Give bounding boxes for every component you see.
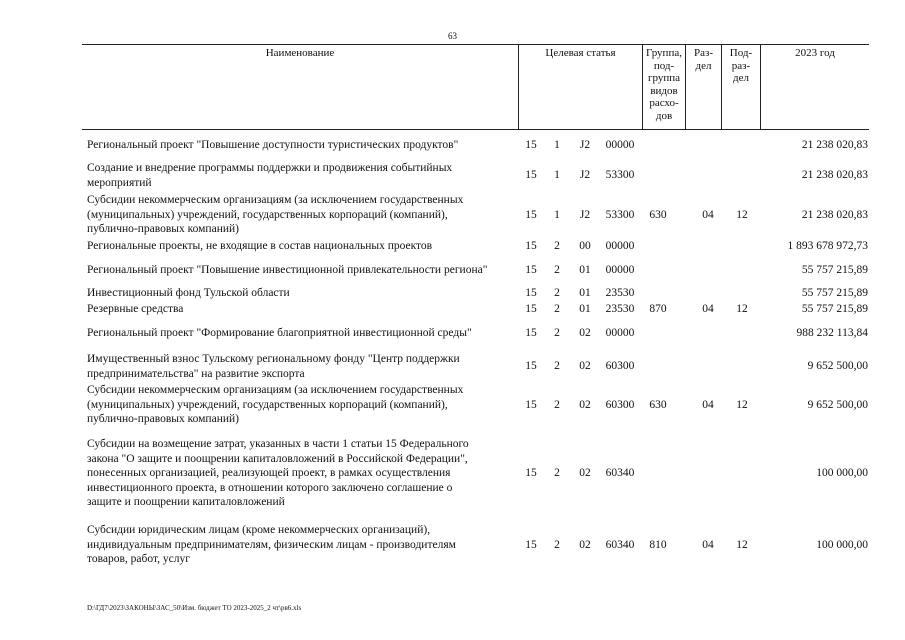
cell-direction: 53300: [605, 168, 635, 181]
cell-program: 15: [525, 538, 537, 551]
cell-subprogram: 2: [554, 327, 560, 340]
cell-direction: 23530: [605, 303, 635, 316]
cell-subsection: 12: [736, 303, 748, 316]
cell-amount: 988 232 113,84: [796, 327, 868, 340]
cell-subprogram: 2: [554, 467, 560, 480]
cell-subprogram: 1: [554, 168, 560, 181]
row-name: Субсидии юридическим лицам (кроме некоммерческих организаций), индивидуальным предпринимателям, физическим лицам - производителям товаров, работ, услуг: [87, 524, 456, 565]
cell-group: [640, 351, 676, 381]
row-name: Региональный проект "Повышение инвестиционной привлекательности региона": [87, 264, 488, 276]
cell-project: 01: [579, 303, 591, 316]
cell-group: [640, 325, 676, 342]
cell-project: J2: [579, 139, 591, 152]
cell-subprogram: 1: [554, 139, 560, 152]
cell-direction: 00000: [605, 240, 635, 253]
cell-section: [690, 262, 726, 279]
cell-project: J2: [579, 208, 591, 221]
cell-subsection: 12: [736, 208, 748, 221]
cell-group: [640, 137, 676, 154]
row-name: Создание и внедрение программы поддержки и продвижения событийных мероприятий: [87, 162, 453, 189]
cell-project: 02: [579, 467, 591, 480]
cell-amount: 100 000,00: [816, 467, 868, 480]
cell-subprogram: 2: [554, 240, 560, 253]
cell-subprogram: 1: [554, 208, 560, 221]
table-row: [0, 302, 905, 317]
cell-project: J2: [579, 168, 591, 181]
row-name: Региональный проект "Формирование благоприятной инвестиционной среды": [87, 327, 472, 339]
cell-project: 00: [579, 240, 591, 253]
cell-program: 15: [525, 398, 537, 411]
cell-amount: 9 652 500,00: [807, 359, 868, 372]
cell-section: 04: [702, 538, 714, 551]
cell-subsection: [724, 286, 760, 301]
cell-subsection: [724, 325, 760, 342]
cell-program: 15: [525, 139, 537, 152]
cell-subsection: [724, 160, 760, 190]
cell-direction: 23530: [605, 287, 635, 300]
cell-section: 04: [702, 208, 714, 221]
cell-group: [640, 436, 676, 511]
row-name: Региональные проекты, не входящие в состав национальных проектов: [87, 240, 433, 252]
cell-group: 870: [649, 303, 667, 316]
cell-section: [690, 351, 726, 381]
table-row: [0, 325, 905, 342]
cell-group: [640, 286, 676, 301]
cell-section: [690, 137, 726, 154]
cell-section: 04: [702, 303, 714, 316]
row-name: Субсидии некоммерческим организациям (за исключением государственных (муниципальных) учреждений, государственных корпораций (компаний), публично-правовых компаний): [87, 194, 464, 235]
cell-program: 15: [525, 303, 537, 316]
cell-subprogram: 2: [554, 303, 560, 316]
cell-section: 04: [702, 398, 714, 411]
table-row: [0, 351, 905, 381]
cell-project: 02: [579, 398, 591, 411]
cell-group: [640, 238, 676, 255]
cell-section: [690, 160, 726, 190]
cell-direction: 60300: [605, 398, 635, 411]
table-row: [0, 160, 905, 190]
cell-program: 15: [525, 359, 537, 372]
cell-project: 02: [579, 359, 591, 372]
cell-direction: 53300: [605, 208, 635, 221]
cell-group: 810: [649, 538, 667, 551]
cell-section: [690, 325, 726, 342]
table-header: [82, 44, 869, 130]
cell-amount: 21 238 020,83: [801, 168, 868, 181]
cell-project: 01: [579, 264, 591, 277]
cell-program: 15: [525, 168, 537, 181]
row-name: Резервные средства: [87, 303, 184, 315]
cell-subprogram: 2: [554, 264, 560, 277]
table-row: [0, 286, 905, 301]
table-row: [0, 193, 905, 237]
cell-subsection: 12: [736, 398, 748, 411]
header-section: Раз- дел: [685, 45, 721, 129]
cell-project: 01: [579, 287, 591, 300]
cell-amount: 21 238 020,83: [801, 139, 868, 152]
cell-group: [640, 262, 676, 279]
cell-amount: 9 652 500,00: [807, 398, 868, 411]
page-number: 63: [448, 31, 457, 41]
cell-direction: 60300: [605, 359, 635, 372]
cell-subsection: [724, 436, 760, 511]
cell-subprogram: 2: [554, 287, 560, 300]
cell-group: [640, 160, 676, 190]
header-name: Наименование: [265, 47, 335, 59]
header-year: 2023 год: [760, 45, 869, 129]
table-row: [0, 436, 905, 511]
header-target-article: Целевая статья: [518, 45, 642, 129]
cell-section: [690, 286, 726, 301]
row-name: Субсидии некоммерческим организациям (за исключением государственных (муниципальных) учреждений, государственных корпораций (компаний), публично-правовых компаний): [87, 384, 464, 425]
cell-subsection: [724, 351, 760, 381]
cell-group: 630: [649, 208, 667, 221]
table-row: [0, 262, 905, 279]
cell-group: 630: [649, 398, 667, 411]
cell-amount: 55 757 215,89: [801, 287, 868, 300]
cell-subprogram: 2: [554, 538, 560, 551]
row-name: Имущественный взнос Тульскому региональному фонду "Центр поддержки предпринимательства" на развитие экспорта: [87, 353, 460, 380]
cell-subprogram: 2: [554, 398, 560, 411]
cell-section: [690, 238, 726, 255]
table-row: [0, 137, 905, 154]
cell-project: 02: [579, 538, 591, 551]
table-row: [0, 383, 905, 427]
cell-direction: 60340: [605, 538, 635, 551]
cell-program: 15: [525, 240, 537, 253]
row-name: Региональный проект "Повышение доступности туристических продуктов": [87, 139, 459, 151]
cell-section: [690, 436, 726, 511]
row-name: Субсидии на возмещение затрат, указанных в части 1 статьи 15 Федерального закона "О защите и поощрении капиталовложений в Российской Федерации", понесенных организацией, реализующей проект, в рамках осуществления инвестиционного проекта, в отношении которого заключено соглашение о защите и поощрении капиталовложений: [87, 438, 469, 508]
cell-subsection: [724, 262, 760, 279]
cell-direction: 60340: [605, 467, 635, 480]
table-row: [0, 238, 905, 255]
cell-subprogram: 2: [554, 359, 560, 372]
cell-program: 15: [525, 327, 537, 340]
cell-subsection: [724, 137, 760, 154]
header-expense-group: Группа, под- группа видов расхо- дов: [642, 45, 685, 129]
header-subsection: Под- раз- дел: [721, 45, 760, 129]
cell-direction: 00000: [605, 264, 635, 277]
table-row: [0, 522, 905, 568]
cell-direction: 00000: [605, 139, 635, 152]
file-path-footer: D:\ГД7\2023\ЗАКОНЫ\ЗАС_50\Изм. бюджет ТО 2023-2025_2 чт\рв6.xls: [87, 604, 302, 612]
cell-amount: 100 000,00: [816, 538, 868, 551]
cell-subsection: 12: [736, 538, 748, 551]
cell-program: 15: [525, 208, 537, 221]
cell-program: 15: [525, 264, 537, 277]
cell-amount: 1 893 678 972,73: [787, 240, 868, 253]
cell-direction: 00000: [605, 327, 635, 340]
cell-subsection: [724, 238, 760, 255]
cell-project: 02: [579, 327, 591, 340]
cell-amount: 55 757 215,89: [801, 303, 868, 316]
row-name: Инвестиционный фонд Тульской области: [87, 287, 290, 299]
cell-amount: 55 757 215,89: [801, 264, 868, 277]
cell-program: 15: [525, 467, 537, 480]
cell-program: 15: [525, 287, 537, 300]
cell-amount: 21 238 020,83: [801, 208, 868, 221]
